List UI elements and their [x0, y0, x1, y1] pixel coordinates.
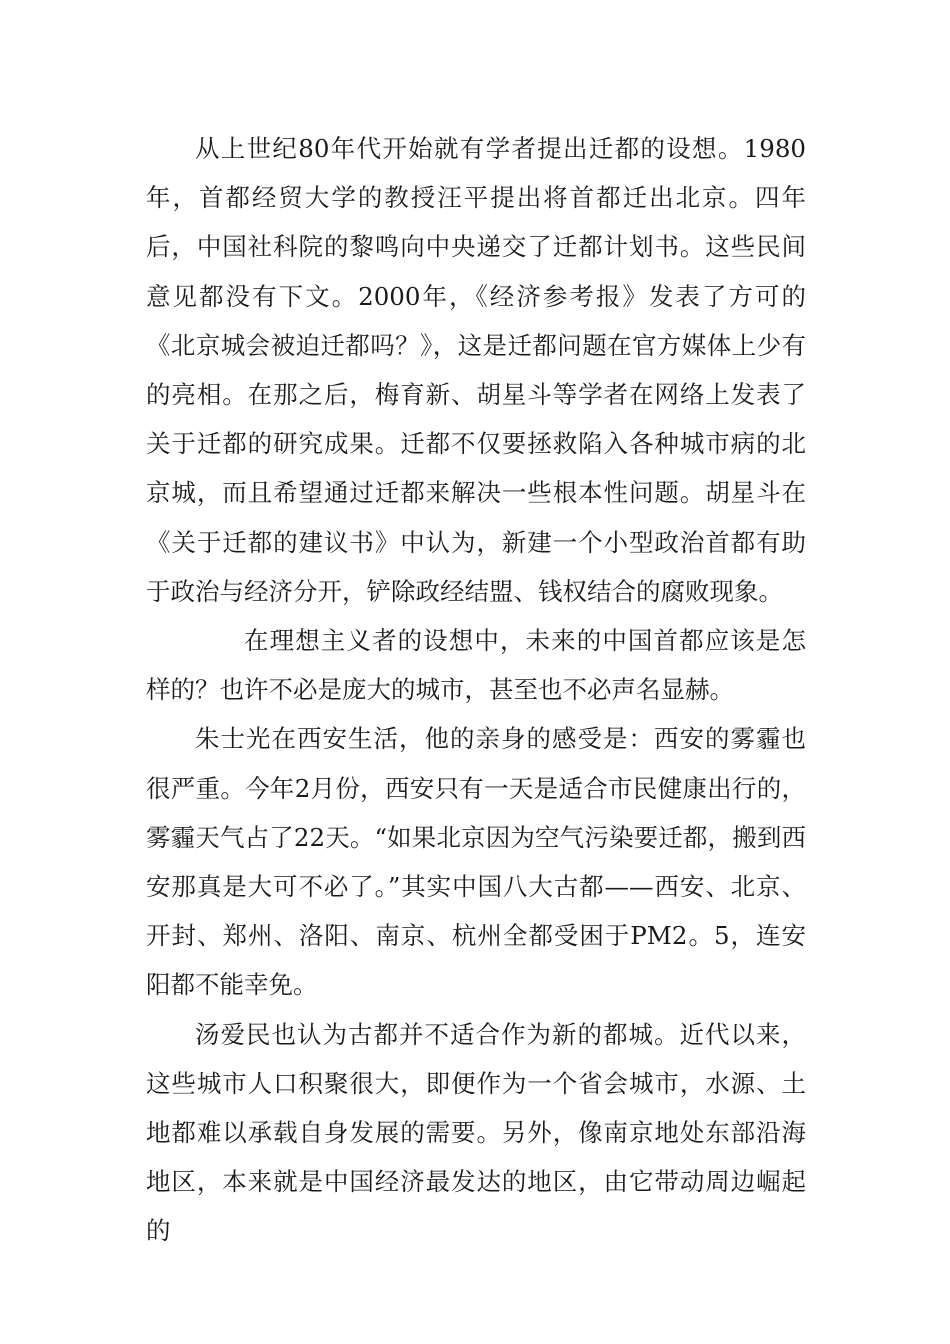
paragraph-xian-smog: 朱士光在西安生活，他的亲身的感受是：西安的雾霾也很严重。今年2月份，西安只有一天是适合市民健康出行的，雾霾天气占了22天。“如果北京因为空气污染要迁都，搬到西安那真是大可不必了。”其实中国八大古都——西安、北京、开封、郑州、洛阳、南京、杭州全都受困于PM2。5，连安阳都不能幸免。: [146, 724, 806, 1000]
paragraph-relocation-history: 从上世纪80年代开始就有学者提出迁都的设想。1980年，首都经贸大学的教授汪平提出将首都迁出北京。四年后，中国社科院的黎鸣向中央递交了迁都计划书。这些民间意见都没有下文。2000年，《经济参考报》发表了方可的《北京城会被迫迁都吗？》，这是迁都问题在官方媒体上少有的亮相。在那之后，梅育新、胡星斗等学者在网络上发表了关于迁都的研究成果。迁都不仅要拯救陷入各种城市病的北京城，而且希望通过迁都来解决一些根本性问题。胡星斗在《关于迁都的建议书》中认为，新建一个小型政治首都有助于政治与经济分开，铲除政经结盟、钱权结合的腐败现象。: [146, 134, 806, 606]
paragraph-ancient-capitals: 汤爱民也认为古都并不适合作为新的都城。近代以来，这些城市人口积聚很大，即便作为一个省会城市，水源、土地都难以承载自身发展的需要。另外，像南京地处东部沿海地区，本来就是中国经济最发达的地区，由它带动周边崛起的: [146, 1019, 806, 1246]
document-body: [146, 124, 806, 1256]
paragraph-idealist-vision: 在理想主义者的设想中，未来的中国首都应该是怎样的？也许不必是庞大的城市，甚至也不必声名显赫。: [146, 626, 806, 705]
